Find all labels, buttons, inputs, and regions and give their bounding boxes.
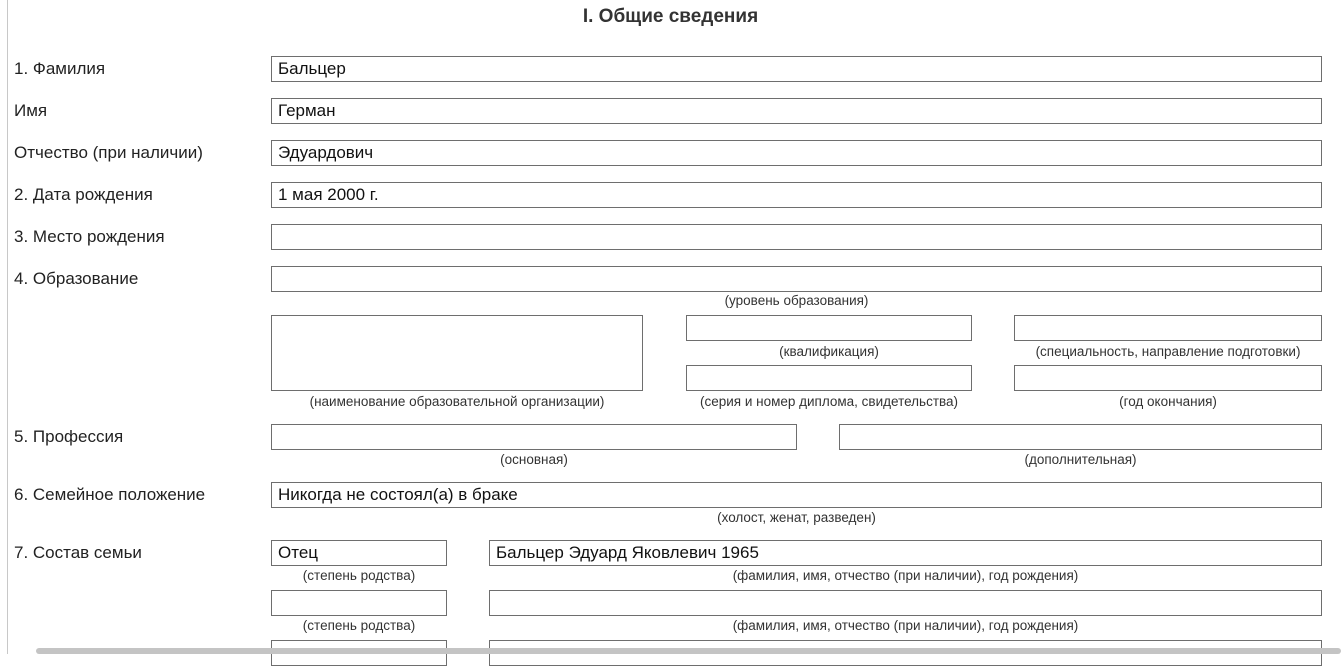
education-organization-textarea[interactable] bbox=[271, 315, 643, 391]
family-relation-caption: (степень родства) bbox=[302, 618, 416, 633]
education-level-caption: (уровень образования) bbox=[724, 293, 869, 308]
name-label: Имя bbox=[14, 101, 48, 120]
profession-label: 5. Профессия bbox=[14, 427, 124, 446]
specialty-input[interactable] bbox=[1014, 315, 1322, 341]
horizontal-scrollbar[interactable] bbox=[36, 648, 1341, 654]
diploma-input[interactable] bbox=[686, 365, 972, 391]
diploma-caption: (серия и номер диплома, свидетельства) bbox=[699, 394, 959, 409]
profession-additional-caption: (дополнительная) bbox=[1024, 452, 1137, 467]
page-left-border bbox=[7, 0, 8, 654]
profession-additional-input[interactable] bbox=[839, 424, 1322, 450]
name-input[interactable] bbox=[271, 98, 1322, 124]
birth-date-label: 2. Дата рождения bbox=[14, 185, 153, 204]
family-relation-input[interactable] bbox=[271, 590, 447, 616]
qualification-caption: (квалификация) bbox=[779, 344, 879, 359]
family-relation-input[interactable] bbox=[271, 540, 447, 566]
marital-status-label: 6. Семейное положение bbox=[14, 485, 206, 504]
family-label: 7. Состав семьи bbox=[14, 543, 142, 562]
family-relation-caption: (степень родства) bbox=[302, 568, 416, 583]
education-level-input[interactable] bbox=[271, 266, 1322, 292]
surname-input[interactable] bbox=[271, 56, 1322, 82]
patronymic-input[interactable] bbox=[271, 140, 1322, 166]
profession-main-caption: (основная) bbox=[500, 452, 568, 467]
education-label: 4. Образование bbox=[14, 269, 139, 288]
qualification-input[interactable] bbox=[686, 315, 972, 341]
family-person-input[interactable] bbox=[489, 590, 1322, 616]
family-person-input[interactable] bbox=[489, 540, 1322, 566]
section-title: I. Общие сведения bbox=[582, 6, 759, 27]
family-person-caption: (фамилия, имя, отчество (при наличии), год рождения) bbox=[732, 618, 1079, 633]
specialty-caption: (специальность, направление подготовки) bbox=[1035, 344, 1301, 359]
profession-main-input[interactable] bbox=[271, 424, 797, 450]
surname-label: 1. Фамилия bbox=[14, 59, 106, 78]
graduation-year-caption: (год окончания) bbox=[1119, 394, 1217, 409]
marital-status-caption: (холост, женат, разведен) bbox=[717, 510, 876, 525]
family-person-caption: (фамилия, имя, отчество (при наличии), год рождения) bbox=[732, 568, 1079, 583]
marital-status-input[interactable] bbox=[271, 482, 1322, 508]
birth-place-label: 3. Место рождения bbox=[14, 227, 165, 246]
birth-place-input[interactable] bbox=[271, 224, 1322, 250]
graduation-year-input[interactable] bbox=[1014, 365, 1322, 391]
education-organization-caption: (наименование образовательной организации) bbox=[309, 394, 605, 409]
patronymic-label: Отчество (при наличии) bbox=[14, 143, 203, 162]
birth-date-input[interactable] bbox=[271, 182, 1322, 208]
